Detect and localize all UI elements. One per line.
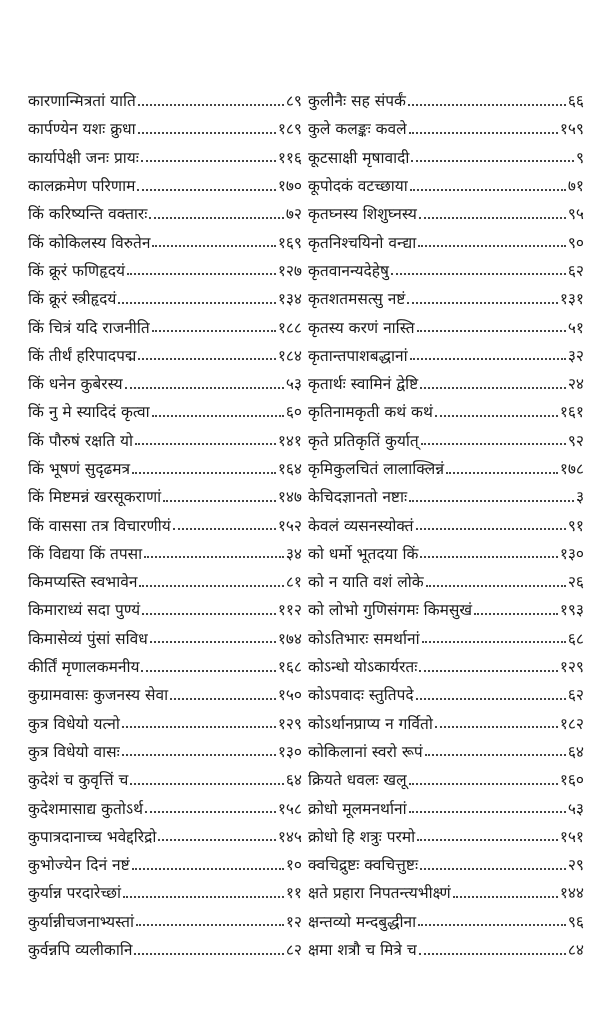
index-entry [308, 114, 584, 142]
dot-leader [391, 273, 566, 275]
dot-leader [141, 160, 276, 162]
dot-leader [125, 387, 284, 389]
page-number: ६२ [567, 261, 584, 280]
index-entry [308, 454, 584, 482]
entry-text: केचिदज्ञानतो नष्टाः [308, 488, 408, 507]
entry-text: कृतस्य करणं नास्ति [308, 318, 415, 337]
dot-leader [419, 217, 566, 219]
entry-text: कूपोदकं वटच्छाया [308, 177, 408, 196]
page-number: ९१ [567, 516, 584, 535]
dot-leader [453, 896, 558, 898]
index-entry [28, 482, 302, 510]
entry-text: किं कोकिलस्य विरुतेन [28, 233, 151, 252]
entry-text: कुभोज्येन दिनं नष्टं [28, 856, 130, 875]
page-number: २६ [567, 573, 584, 592]
entry-text: किं क्रूरं फणिहृदयं [28, 261, 125, 280]
index-entry [28, 369, 302, 397]
dot-leader [158, 839, 275, 841]
dot-leader [144, 556, 284, 558]
index-entry [308, 680, 584, 708]
index-entry [308, 907, 584, 935]
page-number: १९३ [559, 601, 584, 620]
index-entry [28, 143, 302, 171]
index-entry [308, 482, 584, 510]
entry-text: कोऽपवादः स्तुतिपदे [308, 686, 414, 705]
page-number: ३ [575, 488, 584, 507]
page-number: ६८ [567, 629, 584, 648]
page-number: ५३ [285, 375, 302, 394]
dot-leader [118, 302, 275, 304]
index-entry [308, 284, 584, 312]
index-entry [28, 737, 302, 765]
index-entry [308, 369, 584, 397]
page-number: ३२ [567, 346, 584, 365]
entry-text: किमाराध्यं सदा पुण्यं [28, 601, 141, 620]
dot-leader [411, 160, 574, 162]
entry-text: किं तीर्थं हरिपादपद्म [28, 346, 137, 365]
index-entry [28, 397, 302, 425]
dot-leader [152, 330, 276, 332]
page-number: १५० [277, 686, 302, 705]
page-number: ३४ [285, 544, 302, 563]
dot-leader [139, 585, 283, 587]
page-number: १८४ [277, 346, 302, 365]
index-entry [28, 510, 302, 538]
index-entry [28, 765, 302, 793]
index-entry [28, 850, 302, 878]
page-number: १६८ [277, 658, 302, 677]
page-number: ९२ [567, 431, 584, 450]
page-number: ६६ [567, 92, 584, 111]
dot-leader [420, 868, 566, 870]
dot-leader [435, 726, 558, 728]
page-number: १३४ [277, 290, 302, 309]
page-number: १० [285, 856, 302, 875]
entry-text: कुत्र विधेयो यत्नो [28, 714, 120, 733]
dot-leader [474, 613, 558, 615]
index-entry [308, 737, 584, 765]
page-number: १६४ [277, 460, 302, 478]
page-number: ८४ [567, 941, 584, 960]
entry-text: किं क्रूरं स्त्रीहृदयं [28, 290, 117, 309]
index-entry [308, 878, 584, 906]
entry-text: किं वाससा तत्र विचारणीयं [28, 516, 171, 535]
index-entry [28, 312, 302, 340]
page-number: १४१ [277, 431, 302, 450]
dot-leader [409, 132, 558, 134]
index-entry [308, 709, 584, 737]
index-entry [308, 793, 584, 821]
entry-text: कुपात्रदानाच्च भवेद्दरिद्रो [28, 827, 157, 846]
page-number: ६४ [567, 742, 584, 761]
page-number: ११ [285, 884, 302, 903]
page-number: १५८ [277, 799, 302, 818]
entry-text: किं विद्यया किं तपसा [28, 544, 143, 563]
dot-leader [418, 245, 566, 247]
index-entry [28, 171, 302, 199]
index-entry [28, 567, 302, 595]
entry-text: कृतार्थः स्वामिनं द्वेष्टि [308, 375, 419, 394]
index-entry [308, 822, 584, 850]
page-number: १२९ [559, 658, 584, 677]
dot-leader [134, 953, 283, 955]
page-number: १६० [559, 771, 584, 790]
index-entry [28, 256, 302, 284]
page-number: १६९ [277, 233, 302, 252]
dot-leader [163, 500, 276, 502]
index-entry [28, 680, 302, 708]
entry-text: केवलं व्यसनस्योक्तं [308, 516, 414, 535]
dot-leader [416, 528, 566, 530]
dot-leader [410, 189, 566, 191]
entry-text: कीर्तिं मृणालकमनीय [28, 658, 140, 677]
left-index-column [28, 86, 302, 963]
entry-text: क्षते प्रहारा निपतन्त्यभीक्ष्णं [308, 884, 451, 903]
dot-leader [435, 415, 558, 417]
index-entry [308, 624, 584, 652]
page-number: ९ [575, 148, 584, 167]
page-number: १८८ [277, 318, 302, 337]
page-number: १५९ [559, 120, 584, 139]
index-entry [28, 284, 302, 312]
entry-text: कोऽर्थानप्राप्य न गर्वितो [308, 714, 433, 733]
index-entry [308, 86, 584, 114]
page-number: ९० [567, 233, 584, 252]
entry-text: को धर्मो भूतदया किं [308, 544, 419, 563]
index-entry [308, 567, 584, 595]
index-entry [28, 793, 302, 821]
entry-text: कार्यापेक्षी जनः प्रायः [28, 148, 139, 167]
page-number: ७२ [285, 205, 302, 224]
dot-leader [152, 245, 275, 247]
dot-leader [408, 104, 566, 106]
index-entry [308, 227, 584, 255]
index-entry [308, 397, 584, 425]
entry-text: किमप्यस्ति स्वभावेन [28, 573, 138, 592]
dot-leader [141, 670, 275, 672]
entry-text: किं पौरुषं रक्षति यो [28, 431, 134, 450]
entry-text: कुलीनैः सह संपर्कं [308, 92, 406, 111]
entry-text: किं भूषणं सुदृढमत्र [28, 460, 131, 478]
entry-text: कुर्यान्नीचजनाभ्यस्तां [28, 912, 135, 931]
entry-text: कूटसाक्षी मृषावादी [308, 148, 410, 167]
dot-leader [173, 528, 276, 530]
dot-leader [150, 641, 276, 643]
index-entry [28, 595, 302, 623]
dot-leader [407, 302, 557, 304]
page-number: ६० [285, 403, 302, 422]
entry-text: को न याति वशं लोके [308, 573, 424, 592]
index-entry [308, 539, 584, 567]
dot-leader [132, 472, 276, 474]
index-entry [308, 595, 584, 623]
entry-text: कृतिनामकृती कथं कथं [308, 403, 433, 422]
dot-leader [420, 387, 566, 389]
dot-leader [409, 811, 566, 813]
dot-leader [425, 754, 566, 756]
page-number: ८१ [285, 573, 302, 592]
entry-text: किं नु मे स्यादिदं कृत्वा [28, 403, 150, 422]
entry-text: कृतवानन्यदेहेषु [308, 261, 389, 280]
entry-text: कुर्वन्नपि व्यलीकानि [28, 941, 133, 960]
index-entry [28, 426, 302, 454]
entry-text: किमासेव्यं पुंसां सविध [28, 629, 148, 648]
index-entry [28, 878, 302, 906]
entry-text: कुले कलङ्कः कवले [308, 120, 407, 139]
page-number: १२७ [277, 261, 302, 280]
entry-text: क्षमा शत्रौ च मित्रे च [308, 941, 417, 960]
page-number: १३१ [559, 290, 584, 309]
dot-leader [409, 500, 574, 502]
dot-leader [149, 217, 283, 219]
dot-leader [130, 783, 283, 785]
dot-leader [426, 585, 566, 587]
index-entry [28, 86, 302, 114]
index-entry [28, 822, 302, 850]
entry-text: किं चित्रं यदि राजनीति [28, 318, 150, 337]
dot-leader [152, 415, 284, 417]
dot-leader [446, 472, 558, 474]
entry-text: कोकिलानां स्वरो रूपं [308, 742, 423, 761]
index-entry [28, 907, 302, 935]
dot-leader [135, 443, 276, 445]
index-entry [28, 454, 302, 482]
entry-text: कोऽन्धो योऽकार्यरतः [308, 658, 418, 677]
page-number: १७४ [277, 629, 302, 648]
dot-leader [170, 698, 276, 700]
index-entry [28, 341, 302, 369]
index-entry [308, 652, 584, 680]
right-index-column [308, 86, 584, 963]
page-number: १२९ [277, 714, 302, 733]
entry-text: कुत्र विधेयो वासः [28, 742, 120, 761]
dot-leader [419, 670, 557, 672]
page-number: १२ [285, 912, 302, 931]
entry-text: किं धनेन कुबेरस्य [28, 375, 123, 394]
index-entry [308, 312, 584, 340]
entry-text: कृमिकुलचितं लालाक्लिन्नं [308, 460, 445, 478]
page-number: ६४ [285, 771, 302, 790]
entry-text: कालक्रमेण परिणाम [28, 177, 136, 196]
page-number: १४४ [559, 884, 584, 903]
page-number: १५२ [277, 516, 302, 535]
index-entry [28, 652, 302, 680]
index-entry [308, 426, 584, 454]
dot-leader [419, 953, 566, 955]
index-entry [308, 171, 584, 199]
page-number: १७० [277, 177, 302, 196]
page-number: ७१ [567, 177, 584, 196]
page-number: १४५ [277, 827, 302, 846]
index-entry [308, 199, 584, 227]
entry-text: क्रोधो हि शत्रुः परमो [308, 827, 416, 846]
page-number: ८२ [285, 941, 302, 960]
entry-text: कृतशतमसत्सु नष्टं [308, 290, 406, 309]
entry-text: कोऽतिभारः समर्थानां [308, 629, 420, 648]
page-number: ११२ [277, 601, 302, 620]
page-number: ११६ [277, 148, 302, 167]
page-number: ९६ [567, 912, 584, 931]
dot-leader [138, 104, 284, 106]
index-entry [28, 935, 302, 963]
dot-leader [127, 273, 276, 275]
index-entry [308, 256, 584, 284]
entry-text: कृते प्रतिकृतिं कुर्यात् [308, 431, 419, 450]
entry-text: क्रोधो मूलमनर्थानां [308, 799, 407, 818]
entry-text: किं करिष्यन्ति वक्तारः [28, 205, 148, 224]
index-entry [308, 935, 584, 963]
entry-text: कारणान्मित्रतां याति [28, 92, 136, 111]
entry-text: क्रियते धवलः खलू [308, 771, 407, 790]
dot-leader [418, 924, 566, 926]
dot-leader [122, 726, 276, 728]
entry-text: क्षन्तव्यो मन्दबुद्धीना [308, 912, 417, 931]
dot-leader [422, 641, 566, 643]
page-number: ५३ [567, 799, 584, 818]
page-number: १३० [277, 742, 302, 761]
dot-leader [132, 868, 284, 870]
page-number: ९५ [567, 205, 584, 224]
dot-leader [410, 358, 566, 360]
entry-text: कृतान्तपाशबद्धानां [308, 346, 408, 365]
index-entry [28, 114, 302, 142]
page-number: १८२ [559, 714, 584, 733]
entry-text: कुदेशमासाद्य कुतोऽर्थ [28, 799, 144, 818]
index-entry [308, 765, 584, 793]
entry-text: कुग्रामवासः कुजनस्य सेवा [28, 686, 169, 705]
dot-leader [136, 924, 284, 926]
entry-text: कार्पण्येन यशः क्रुधा [28, 120, 136, 139]
dot-leader [417, 330, 566, 332]
page-number: २४ [567, 375, 584, 394]
page-number: १३० [559, 544, 584, 563]
page-number: १४७ [277, 488, 302, 507]
index-columns [28, 86, 584, 963]
dot-leader [417, 839, 558, 841]
index-entry [308, 850, 584, 878]
dot-leader [122, 754, 276, 756]
entry-text: को लोभो गुणिसंगमः किमसुखं [308, 601, 473, 620]
entry-text: क्वचिद्रुष्टः क्वचित्तुष्टः [308, 856, 419, 875]
dot-leader [138, 132, 276, 134]
page-number: १८९ [277, 120, 302, 139]
page-number: २९ [567, 856, 584, 875]
page-number: ५१ [567, 318, 584, 337]
dot-leader [142, 613, 276, 615]
index-entry [28, 539, 302, 567]
entry-text: कुदेशं च कुवृत्तिं च [28, 771, 129, 790]
dot-leader [421, 443, 566, 445]
index-entry [28, 709, 302, 737]
index-entry [308, 143, 584, 171]
dot-leader [145, 811, 276, 813]
page-number: १५१ [559, 827, 584, 846]
dot-leader [137, 189, 275, 191]
dot-leader [409, 783, 558, 785]
index-entry [28, 624, 302, 652]
index-entry [308, 510, 584, 538]
dot-leader [420, 556, 557, 558]
dot-leader [416, 698, 566, 700]
index-entry [308, 341, 584, 369]
index-entry [28, 199, 302, 227]
page-number: १६१ [559, 403, 584, 422]
entry-text: कृतनिश्चयिनो वन्द्या [308, 233, 417, 252]
page-number: ६२ [567, 686, 584, 705]
entry-text: कृतघ्नस्य शिशुघ्नस्य [308, 205, 417, 224]
entry-text: कुर्यान्न परदारेच्छां [28, 884, 121, 903]
dot-leader [138, 358, 275, 360]
dot-leader [123, 896, 284, 898]
entry-text: किं मिष्टमन्नं खरसूकराणां [28, 488, 162, 507]
page-number: १७८ [559, 460, 584, 478]
index-entry [28, 227, 302, 255]
page-number: ८९ [285, 92, 302, 111]
